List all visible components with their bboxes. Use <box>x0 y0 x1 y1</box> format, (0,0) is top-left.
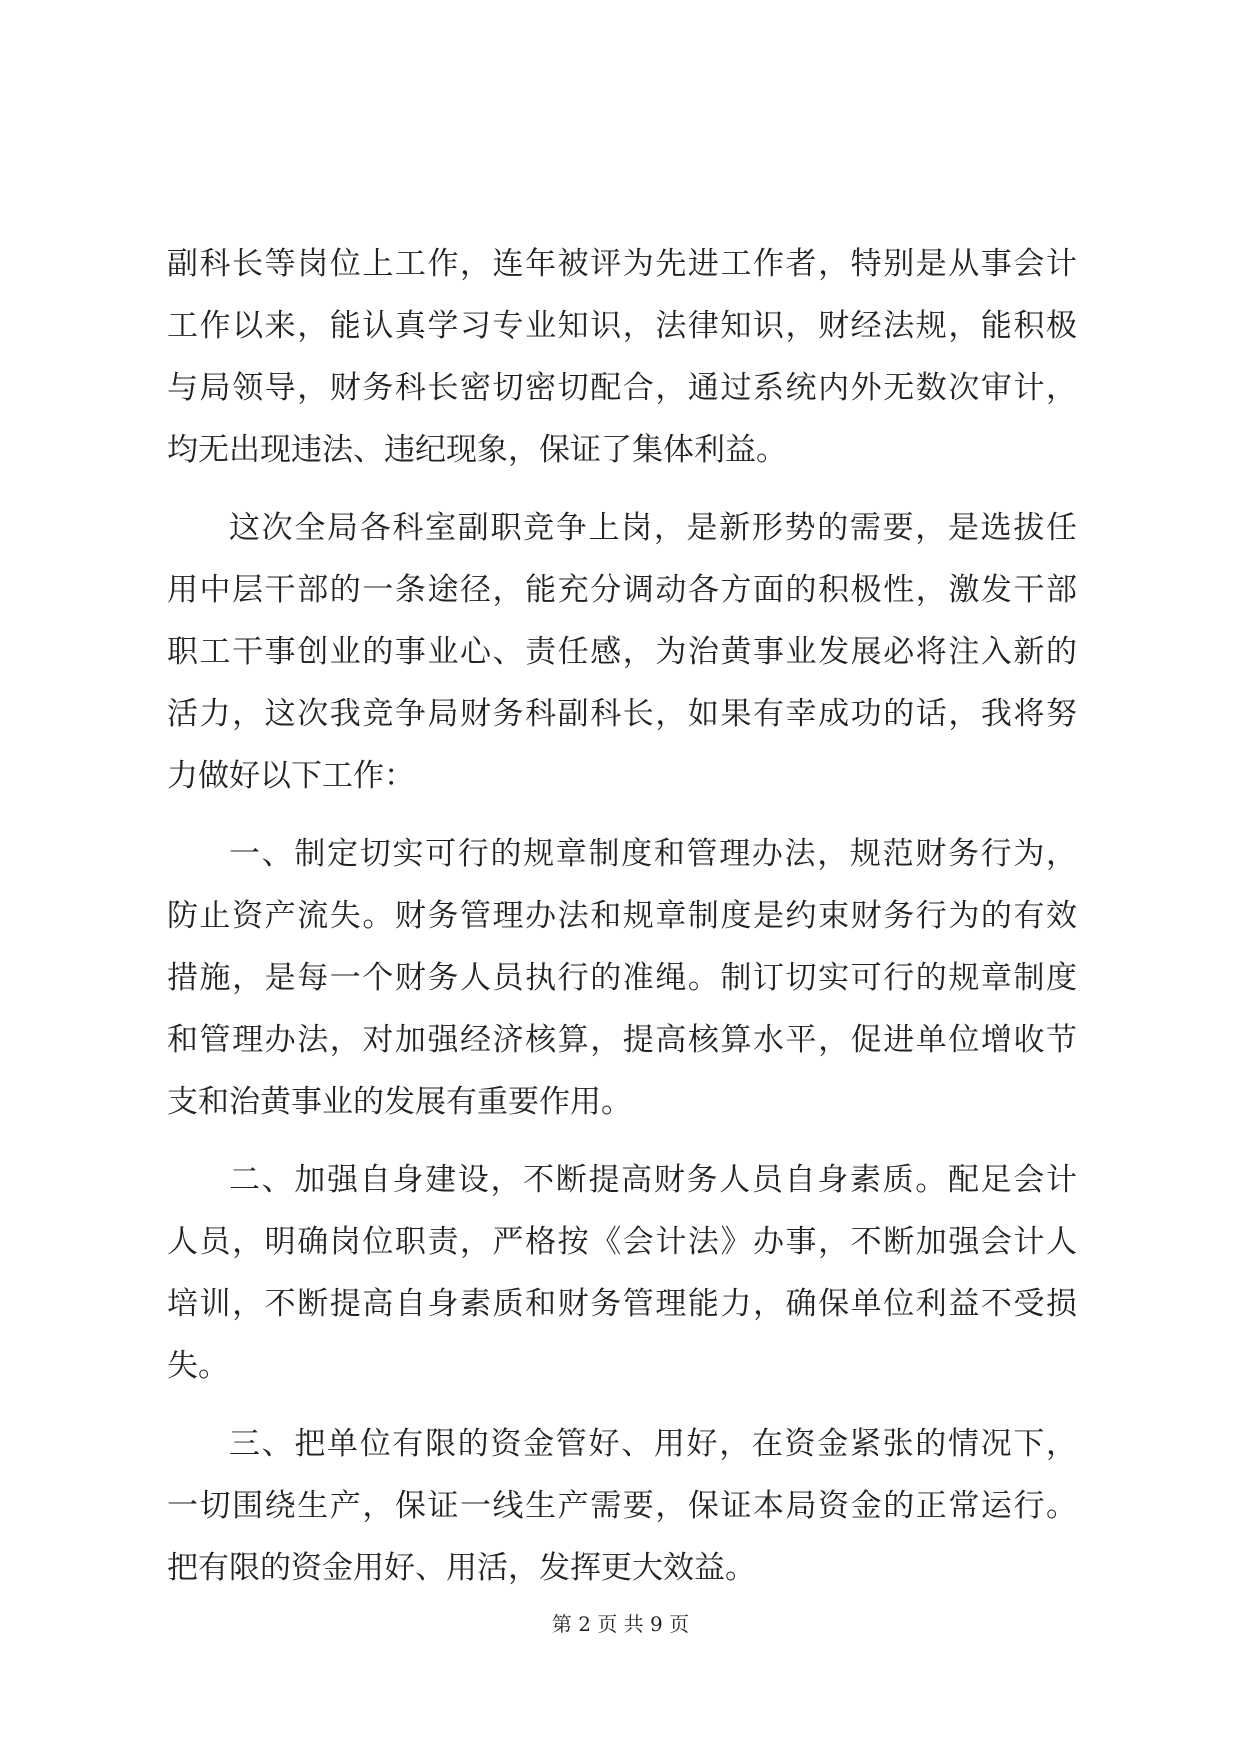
text-line: 措施，是每一个财务人员执行的准绳。制订切实可行的规章制度 <box>167 960 1077 996</box>
text-line: 用中层干部的一条途径，能充分调动各方面的积极性，激发干部 <box>167 572 1077 608</box>
paragraph-gap <box>167 807 1077 823</box>
text-line: 这次全局各科室副职竞争上岗，是新形势的需要，是选拔任 <box>229 510 1077 546</box>
paragraph <box>167 233 1077 481</box>
text-line: 支和治黄事业的发展有重要作用。 <box>167 1084 632 1120</box>
text-line: 活力，这次我竞争局财务科副科长，如果有幸成功的话，我将努 <box>167 696 1077 732</box>
text-line: 把有限的资金用好、用活，发挥更大效益。 <box>167 1550 756 1586</box>
text-line: 工作以来，能认真学习专业知识，法律知识，财经法规，能积极 <box>167 308 1077 344</box>
text-line: 失。 <box>167 1348 229 1384</box>
paragraph-gap <box>167 481 1077 497</box>
text-line: 与局领导，财务科长密切密切配合，通过系统内外无数次审计， <box>167 370 1077 406</box>
paragraph-gap <box>167 1133 1077 1149</box>
text-line: 人员，明确岗位职责，严格按《会计法》办事，不断加强会计人 <box>167 1224 1077 1260</box>
text-line: 和管理办法，对加强经济核算，提高核算水平，促进单位增收节 <box>167 1022 1077 1058</box>
text-line: 职工干事创业的事业心、责任感，为治黄事业发展必将注入新的 <box>167 634 1077 670</box>
text-line: 培训，不断提高自身素质和财务管理能力，确保单位利益不受损 <box>167 1286 1077 1322</box>
text-line: 力做好以下工作： <box>167 758 415 794</box>
document-body <box>167 233 1077 1599</box>
text-line: 均无出现违法、违纪现象，保证了集体利益。 <box>167 432 787 468</box>
text-line: 副科长等岗位上工作，连年被评为先进工作者，特别是从事会计 <box>167 246 1077 282</box>
paragraph-gap <box>167 1397 1077 1413</box>
page-number-footer: 第 2 页 共 9 页 <box>551 1612 690 1636</box>
paragraph <box>167 1149 1077 1397</box>
paragraph <box>167 823 1077 1133</box>
text-line: 防止资产流失。财务管理办法和规章制度是约束财务行为的有效 <box>167 898 1077 934</box>
text-line: 二、加强自身建设，不断提高财务人员自身素质。配足会计 <box>229 1162 1077 1198</box>
text-line: 三、把单位有限的资金管好、用好，在资金紧张的情况下， <box>229 1426 1077 1462</box>
text-line: 一切围绕生产，保证一线生产需要，保证本局资金的正常运行。 <box>167 1488 1077 1524</box>
text-line: 一、制定切实可行的规章制度和管理办法，规范财务行为， <box>229 836 1077 872</box>
paragraph <box>167 1413 1077 1599</box>
paragraph <box>167 497 1077 807</box>
